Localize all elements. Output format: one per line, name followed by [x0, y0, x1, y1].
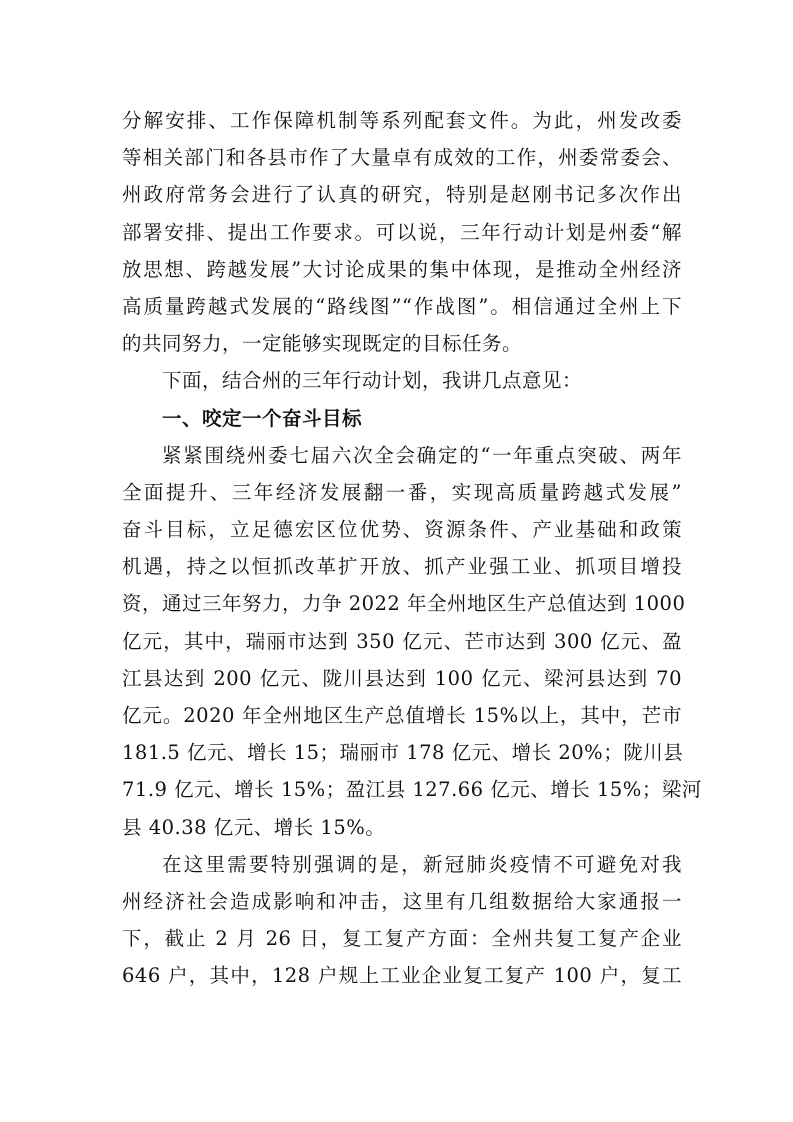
intro-paragraph: 下面，结合州的三年行动计划，我讲几点意见： — [162, 369, 583, 393]
text-line: 高质量跨越式发展的“路线图”“作战图”。相信通过全州上下 — [122, 294, 682, 318]
text-line: 在这里需要特别强调的是，新冠肺炎疫情不可避免对我 — [162, 852, 682, 876]
text-line: 全面提升、三年经济发展翻一番，实现高质量跨越式发展” — [122, 480, 682, 504]
text-line: 江县达到 200 亿元、陇川县达到 100 亿元、梁河县达到 70 — [122, 666, 682, 690]
paragraph-1 — [122, 102, 682, 362]
document-body — [122, 102, 702, 995]
text-line: 放思想、跨越发展”大讨论成果的集中体现，是推动全州经济 — [122, 257, 682, 281]
section-heading: 一、咬定一个奋斗目标 — [162, 406, 363, 430]
paragraph-2 — [122, 437, 702, 846]
text-line: 181.5 亿元、增长 15；瑞丽市 178 亿元、增长 20%；陇川县 — [122, 741, 684, 765]
text-line: 县 40.38 亿元、增长 15%。 — [122, 815, 386, 839]
text-line: 州经济社会造成影响和冲击，这里有几组数据给大家通报一 — [122, 889, 682, 913]
text-line: 紧紧围绕州委七届六次全会确定的“一年重点突破、两年 — [162, 443, 682, 467]
text-line: 州政府常务会进行了认真的研究，特别是赵刚书记多次作出 — [122, 183, 682, 207]
text-line: 亿元。2020 年全州地区生产总值增长 15%以上，其中，芒市 — [122, 704, 682, 727]
text-line: 的共同努力，一定能够实现既定的目标任务。 — [122, 332, 523, 356]
text-line: 分解安排、工作保障机制等系列配套文件。为此，州发改委 — [122, 109, 682, 132]
text-line: 亿元，其中，瑞丽市达到 350 亿元、芒市达到 300 亿元、盈 — [122, 629, 682, 653]
paragraph-3 — [122, 846, 682, 995]
text-line: 部署安排、提出工作要求。可以说，三年行动计划是州委“解 — [122, 220, 682, 244]
text-line: 机遇，持之以恒抓改革扩开放、抓产业强工业、抓项目增投 — [122, 555, 682, 579]
text-line: 资，通过三年努力，力争 2022 年全州地区生产总值达到 1000 — [122, 592, 686, 616]
text-line: 71.9 亿元、增长 15%；盈江县 127.66 亿元、增长 15%；梁河 — [122, 778, 702, 802]
text-line: 下，截止 2 月 26 日，复工复产方面：全州共复工复产企业 — [122, 927, 682, 951]
text-line: 奋斗目标，立足德宏区位优势、资源条件、产业基础和政策 — [122, 518, 682, 542]
text-line: 等相关部门和各县市作了大量卓有成效的工作，州委常委会、 — [122, 146, 682, 170]
text-line: 646 户，其中，128 户规上工业企业复工复产 100 户，复工 — [122, 964, 682, 988]
